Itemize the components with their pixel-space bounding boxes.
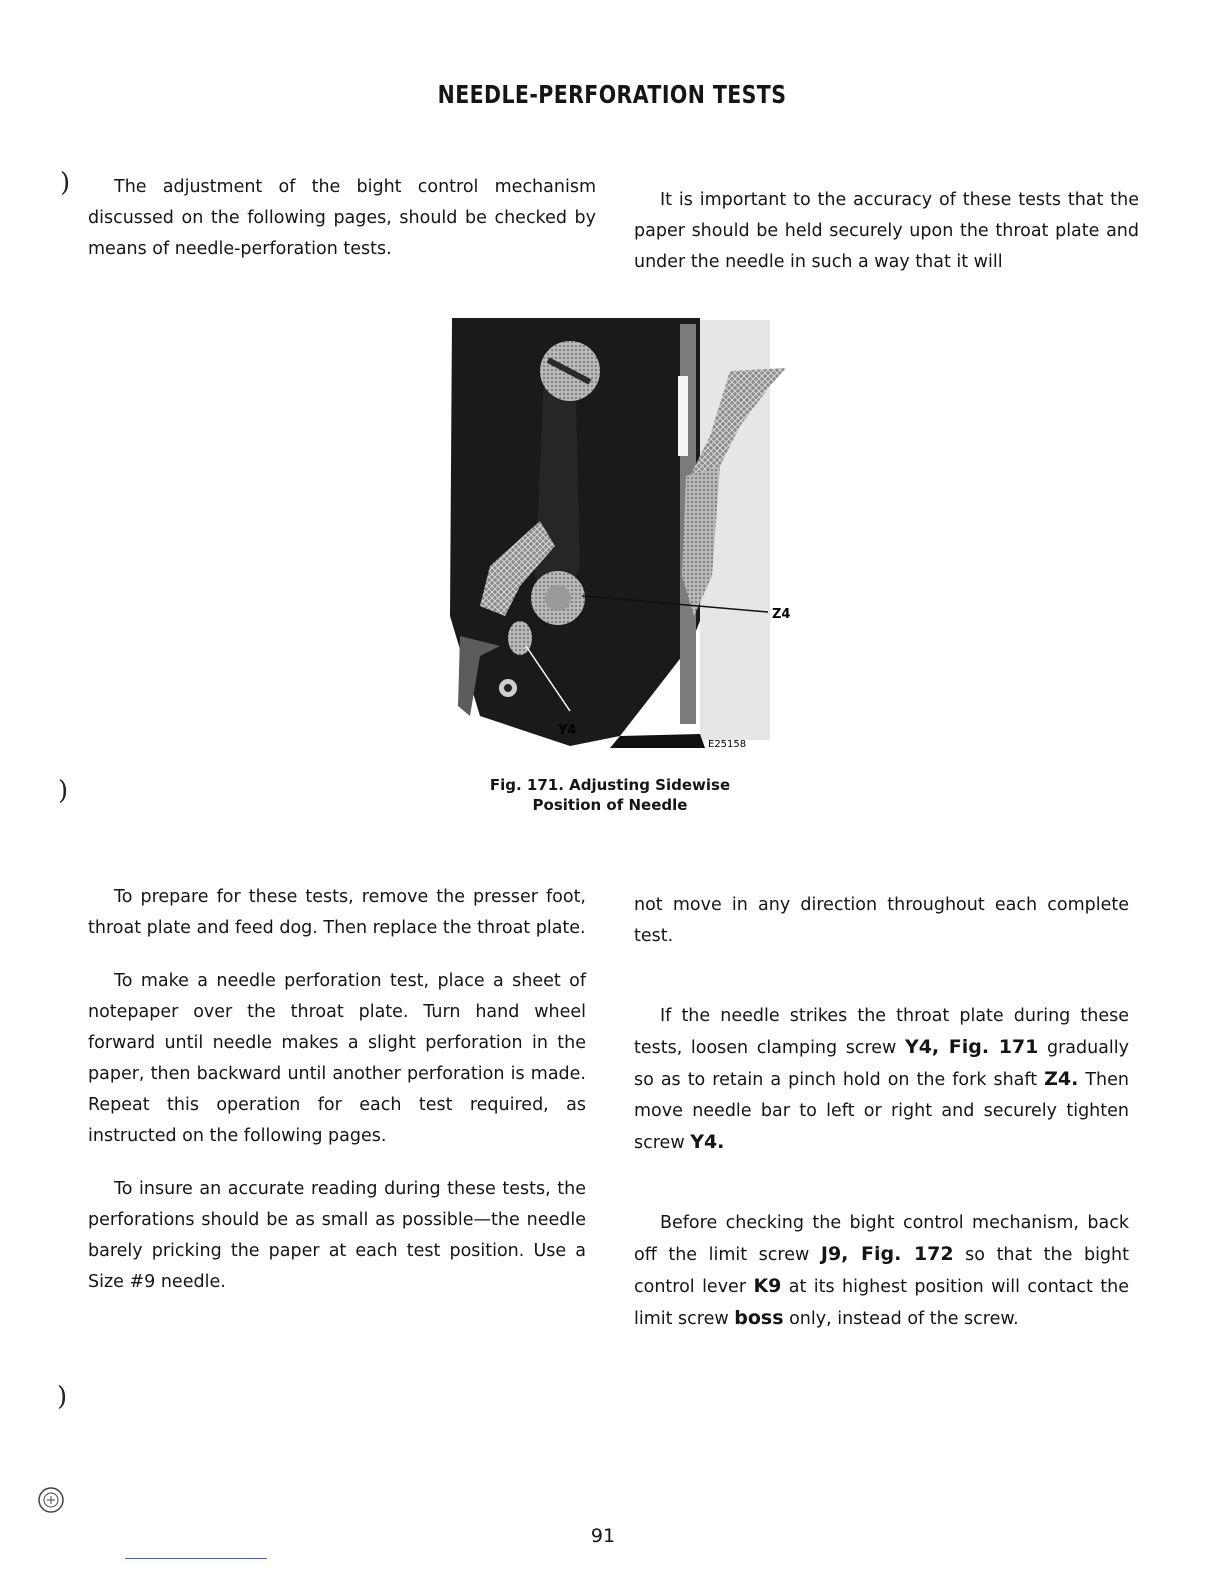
photo-code: E25158 — [708, 739, 747, 748]
page-title: NEEDLE-PERFORATION TESTS — [437, 80, 787, 109]
intro-continued-paragraph: It is important to the accuracy of these tests that the paper should be held securely upon the throat plate and under the needle in such a way that it will — [634, 190, 1139, 272]
label-z4: Z4 — [772, 607, 790, 622]
footer-rule — [125, 1558, 267, 1559]
intro-left — [88, 172, 596, 265]
perforation-test-paragraph: To make a needle perforation test, place a sheet of notepaper over the throat plate. Turn hand wheel forward until needle makes a slight perforation in the paper, then backward until another perforation is made. Repeat this operation for each test required, as instructed on the following pages. — [88, 971, 586, 1146]
ref-boss: boss — [734, 1307, 784, 1329]
binder-mark: ) — [57, 1382, 68, 1412]
intro-right — [634, 185, 1139, 278]
library-stamp-icon — [36, 1485, 66, 1515]
left-column — [88, 882, 586, 1298]
label-y4: Y4 — [558, 723, 577, 738]
continued-paragraph: not move in any direction throughout each complete test. — [634, 895, 1129, 946]
caption-line-1: Fig. 171. Adjusting Sidewise — [489, 776, 731, 794]
needle-strikes-paragraph: If the needle strikes the throat plate during these tests, loosen clamping screw Y4, Fig. 171 gradually so as to retain a pinch hold on the fork shaft Z4. Then move needle bar to left or right and securely tighten screw Y4. — [634, 1006, 1129, 1153]
figure-caption — [420, 775, 800, 815]
intro-paragraph: The adjustment of the bight control mechanism discussed on the following pages, should be checked by means of needle-perforation tests. — [88, 177, 596, 259]
prepare-paragraph: To prepare for these tests, remove the presser foot, throat plate and feed dog. Then replace the throat plate. — [88, 887, 586, 938]
binder-mark: ) — [58, 776, 69, 806]
page-number: 91 — [590, 1525, 616, 1547]
ref-y4: Y4. — [690, 1131, 725, 1153]
ref-z4: Z4. — [1044, 1068, 1079, 1090]
ref-y4-fig171: Y4, Fig. 171 — [904, 1036, 1039, 1058]
caption-line-2: Position of Needle — [532, 796, 688, 814]
right-column — [634, 890, 1129, 1335]
accurate-reading-paragraph: To insure an accurate reading during these tests, the perforations should be as small as possible—the needle barely pricking the paper at each test position. Use a Size #9 needle. — [88, 1179, 586, 1292]
ref-j9-fig172: J9, Fig. 172 — [820, 1243, 954, 1265]
figure-171-photo — [450, 316, 790, 748]
binder-mark: ) — [60, 168, 71, 198]
before-checking-paragraph: Before checking the bight control mechanism, back off the limit screw J9, Fig. 172 so that the bight control lever K9 at its highest position will contact the limit screw boss only, instead of the screw. — [634, 1213, 1130, 1329]
ref-k9: K9 — [753, 1275, 782, 1297]
